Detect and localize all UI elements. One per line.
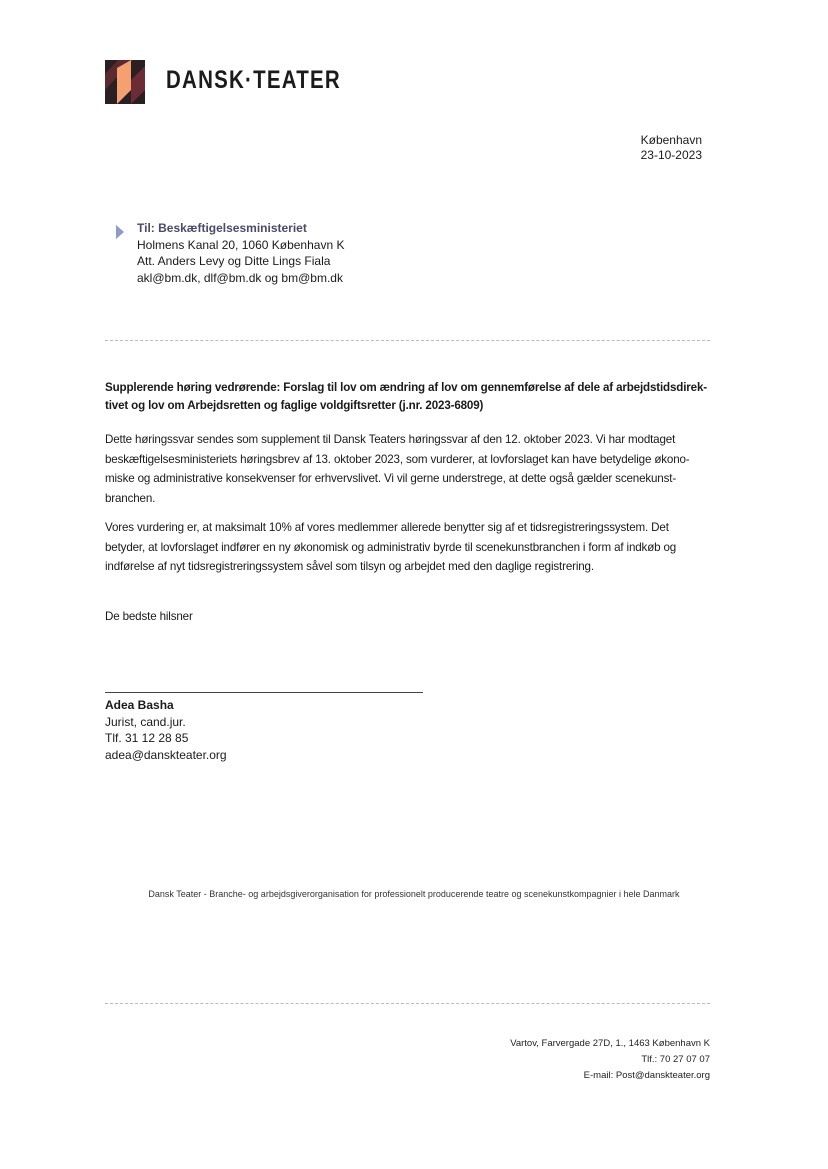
recipient-name: Til: Beskæftigelsesministeriet bbox=[137, 221, 307, 235]
arrow-icon bbox=[116, 225, 124, 239]
signer-email: adea@danskteater.org bbox=[105, 747, 227, 762]
brand-name: DANSK·TEATER bbox=[166, 66, 341, 94]
subject-line: Supplerende høring vedrørende: Forslag til lov om ændring af lov om gennemførelse af dele af arbejdstidsdirek- bbox=[105, 381, 707, 394]
signer-title: Jurist, cand.jur. bbox=[105, 714, 186, 729]
recipient-block bbox=[137, 220, 344, 286]
paragraph-2 bbox=[105, 518, 717, 577]
divider bbox=[105, 340, 710, 341]
footer-divider bbox=[105, 1003, 710, 1004]
text-line: branchen. bbox=[105, 491, 156, 505]
recipient-line: Holmens Kanal 20, 1060 København K bbox=[137, 237, 345, 252]
footer-phone: Tlf.: 70 27 07 07 bbox=[641, 1054, 710, 1065]
place-date bbox=[641, 133, 702, 163]
subject-line: tivet og lov om Arbejdsretten og faglige voldgiftsretter (j.nr. 2023-6809) bbox=[105, 399, 484, 412]
text-line: miske og administrative konsekvenser for erhvervslivet. Vi vil gerne understrege, at dette også gælder scenekunst- bbox=[105, 472, 677, 485]
text-line: Vores vurdering er, at maksimalt 10% af vores medlemmer allerede benytter sig af et tidsregistreringssystem. Det bbox=[105, 521, 669, 534]
signer-phone: Tlf. 31 12 28 85 bbox=[105, 731, 189, 745]
text-line: betyder, at lovforslaget indfører en ny økonomisk og administrativ byrde til scenekunstbranchen i form af indkøb og bbox=[105, 540, 677, 554]
paragraph-1 bbox=[105, 430, 717, 508]
footer-tagline: Dansk Teater - Branche- og arbejdsgiverorganisation for professionelt producerende teatre og scenekunstkompagnier i hele Danmark bbox=[148, 889, 680, 899]
text-line: indførelse af nyt tidsregistreringssystem såvel som tilsyn og arbejdet med den daglige registrering. bbox=[105, 560, 594, 573]
signature-block bbox=[105, 697, 227, 763]
text-line: beskæftigelsesministeriets høringsbrev af 13. oktober 2023, som vurderer, at lovforslaget kan have betydelige økono- bbox=[105, 452, 690, 466]
text-line: Dette høringssvar sendes som supplement til Dansk Teaters høringssvar af den 12. oktober 2023. Vi har modtaget bbox=[105, 433, 676, 446]
date: 23-10-2023 bbox=[640, 148, 702, 162]
signer-name: Adea Basha bbox=[105, 698, 174, 712]
closing: De bedste hilsner bbox=[105, 610, 193, 623]
city: København bbox=[640, 133, 702, 147]
dansk-teater-logo bbox=[105, 60, 145, 104]
signature-line bbox=[105, 692, 423, 693]
footer-email: E-mail: Post@danskteater.org bbox=[583, 1070, 710, 1081]
recipient-emails: akl@bm.dk, dlf@bm.dk og bm@bm.dk bbox=[137, 270, 343, 285]
subject bbox=[105, 379, 717, 415]
recipient-line: Att. Anders Levy og Ditte Lings Fiala bbox=[137, 254, 331, 268]
footer-address: Vartov, Farvergade 27D, 1., 1463 København K bbox=[510, 1038, 710, 1049]
footer-contact bbox=[510, 1036, 710, 1084]
